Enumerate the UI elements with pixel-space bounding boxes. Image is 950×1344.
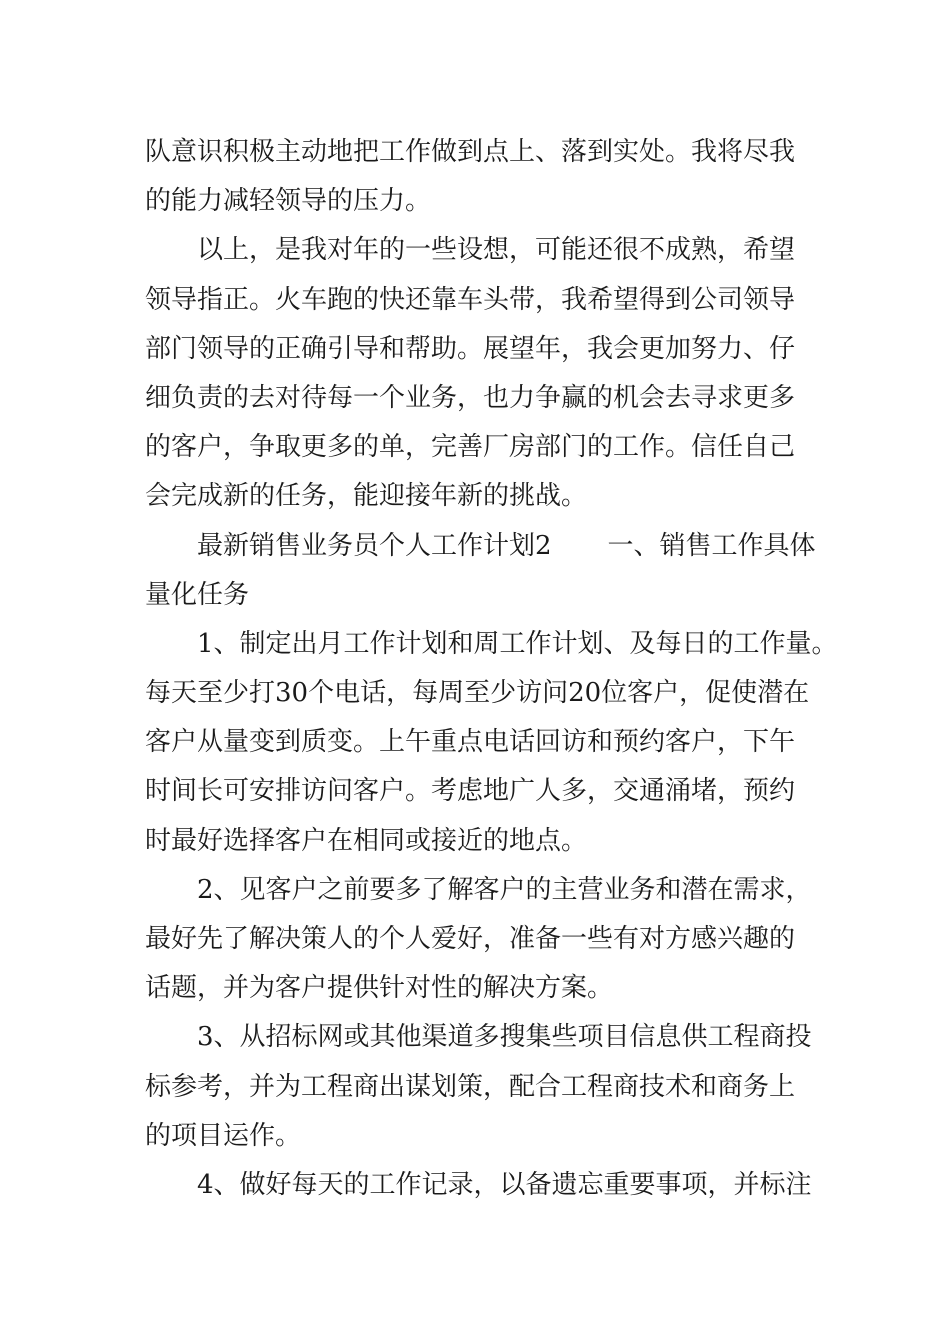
text-line: 的客户，争取更多的单，完善厂房部门的工作。信任自己	[145, 432, 796, 463]
text-line: 队意识积极主动地把工作做到点上、落到实处。我将尽我	[145, 137, 796, 167]
subsection-title: 一、销售工作具体	[607, 530, 816, 561]
section-heading-line	[145, 522, 825, 571]
text-line: 3、从招标网或其他渠道多搜集些项目信息供工程商投	[197, 1022, 812, 1053]
text-line: 的能力减轻领导的压力。	[145, 186, 432, 217]
document-body	[145, 128, 838, 1210]
text-line: 领导指正。火车跑的快还靠车头带，我希望得到公司领导	[145, 284, 796, 315]
text-line: 时间长可安排访问客户。考虑地广人多，交通涌堵，预约	[145, 776, 796, 807]
text-line: 量化任务	[145, 579, 250, 610]
text-line: 2、见客户之前要多了解客户的主营业务和潜在需求，	[197, 874, 812, 905]
text-line: 话题，并为客户提供针对性的解决方案。	[145, 973, 614, 1004]
text-line: 1、制定出月工作计划和周工作计划、及每日的工作量。	[197, 628, 838, 659]
text-line: 客户从量变到质变。上午重点电话回访和预约客户，下午	[145, 727, 796, 758]
text-line: 会完成新的任务，能迎接年新的挑战。	[145, 481, 588, 512]
text-line: 标参考，并为工程商出谋划策，配合工程商技术和商务上	[145, 1071, 796, 1102]
text-line: 最好先了解决策人的个人爱好，准备一些有对方感兴趣的	[145, 924, 796, 954]
text-line: 4、做好每天的工作记录，以备遗忘重要事项，并标注	[197, 1169, 812, 1200]
text-line: 部门领导的正确引导和帮助。展望年，我会更加努力、仔	[145, 333, 796, 364]
text-line: 以上，是我对年的一些设想，可能还很不成熟，希望	[197, 235, 796, 266]
text-line: 细负责的去对待每一个业务，也力争赢的机会去寻求更多	[145, 382, 796, 413]
text-line: 的项目运作。	[145, 1120, 302, 1151]
section-title: 最新销售业务员个人工作计划2	[197, 530, 552, 561]
text-line: 每天至少打30个电话，每周至少访问20位客户，促使潜在	[145, 678, 810, 709]
text-line: 时最好选择客户在相同或接近的地点。	[145, 825, 588, 856]
